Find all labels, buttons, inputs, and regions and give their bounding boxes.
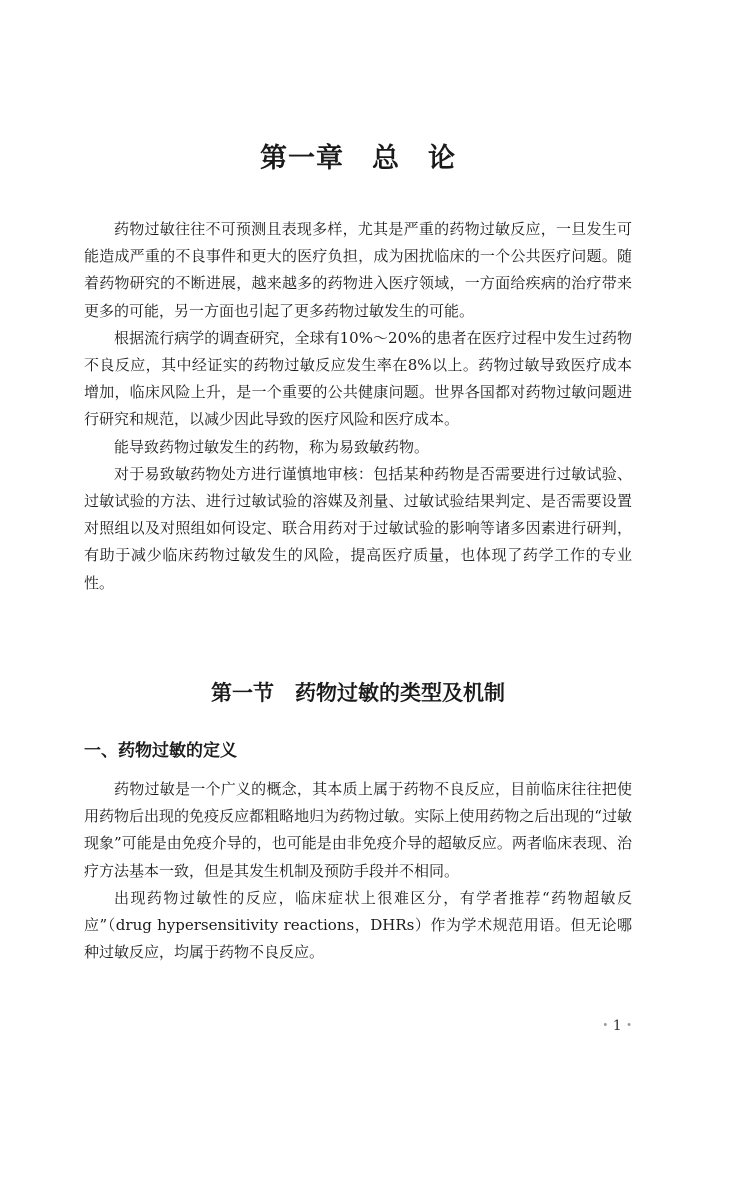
paragraph: 能导致药物过敏发生的药物，称为易致敏药物。 [114, 437, 430, 456]
intro-text [84, 216, 632, 597]
page-number-dot-right: • [626, 1020, 632, 1032]
paragraph: 根据流行病学的调查研究，全球有10%～20%的患者在医疗过程中发生过药物不良反应，其中经证实的药物过敏反应发生率在8%以上。药物过敏导致医疗成本增加，临床风险上升，是一个重要的公共健康问题。世界各国都对药物过敏问题进行研究和规范，以减少因此导致的医疗风险和医疗成本。 [84, 328, 632, 429]
chapter-title: 第一章 总 论 [260, 143, 456, 174]
paragraph: 药物过敏是一个广义的概念，其本质上属于药物不良反应，目前临床往往把使用药物后出现的免疫反应都粗略地归为药物过敏。实际上使用药物之后出现的“过敏现象”可能是由免疫介导的，也可能是由非免疫介导的超敏反应。两者临床表现、治疗方法基本一致，但是其发生机制及预防手段并不相同。 [84, 780, 632, 880]
document-page [84, 0, 632, 1200]
paragraph: 对于易致敏药物处方进行谨慎地审核：包括某种药物是否需要进行过敏试验、过敏试验的方法、进行过敏试验的溶媒及剂量、过敏试验结果判定、是否需要设置对照组以及对照组如何设定、联合用药对于过敏试验的影响等诸多因素进行研判，有助于减少临床药物过敏发生的风险，提高医疗质量，也体现了药学工作的专业性。 [84, 464, 632, 592]
page-number [602, 1018, 632, 1034]
page-number-value: 1 [612, 1018, 622, 1034]
section-title: 第一节 药物过敏的类型及机制 [211, 681, 505, 705]
paragraph: 药物过敏往往不可预测且表现多样，尤其是严重的药物过敏反应，一旦发生可能造成严重的不良事件和更大的医疗负担，成为困扰临床的一个公共医疗问题。随着药物研究的不断进展，越来越多的药物进入医疗领域，一方面给疾病的治疗带来更多的可能，另一方面也引起了更多药物过敏发生的可能。 [84, 220, 632, 320]
subsection-title: 一、药物过敏的定义 [84, 741, 237, 761]
section-text [84, 776, 632, 966]
paragraph: 出现药物过敏性的反应，临床症状上很难区分，有学者推荐“药物超敏反应”（drug hypersensitivity reactions，DHRs）作为学术规范用语。但无论哪种过敏反应，均属于药物不良反应。 [84, 888, 632, 962]
page-number-dot-left: • [602, 1020, 609, 1032]
